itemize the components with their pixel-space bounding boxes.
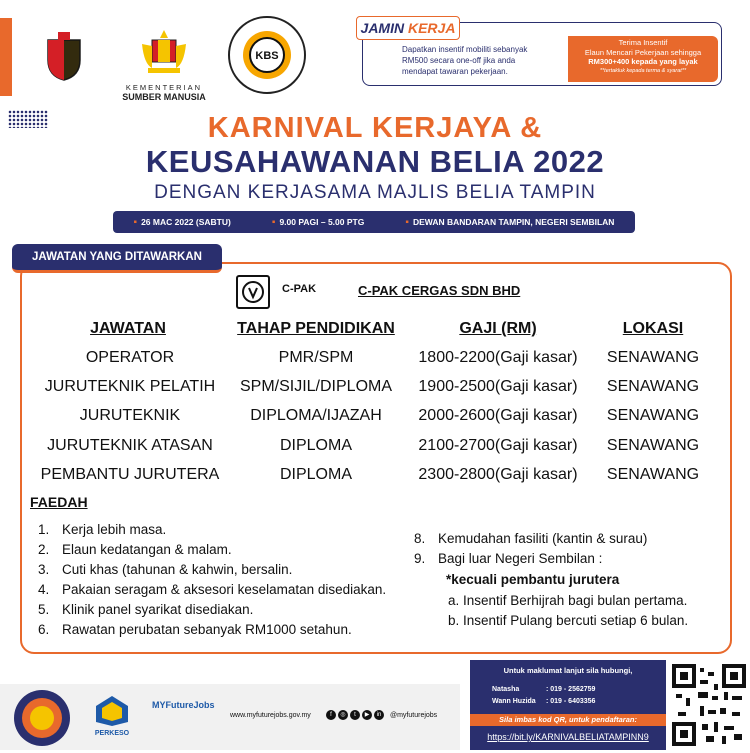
contact-row bbox=[492, 686, 595, 693]
benefit-number: 2. bbox=[38, 542, 50, 557]
social-handle: @myfuturejobs bbox=[390, 712, 438, 719]
bullet-icon: ▪ bbox=[405, 216, 409, 228]
benefit-item bbox=[38, 602, 253, 617]
benefit-item bbox=[38, 622, 352, 637]
job-title: JURUTEKNIK PELATIH bbox=[44, 378, 216, 395]
header-lokasi: LOKASI bbox=[622, 320, 684, 337]
twitter-icon[interactable]: t bbox=[350, 710, 360, 720]
benefit-text: Rawatan perubatan sebanyak RM1000 setahun. bbox=[62, 622, 352, 637]
contact-name: Wann Huzida bbox=[492, 698, 536, 705]
job-salary: 1800-2200(Gaji kasar) bbox=[418, 349, 578, 366]
cpak-label: C-PAK bbox=[282, 283, 317, 295]
job-title: JURUTEKNIK bbox=[79, 407, 181, 424]
job-education: DIPLOMA bbox=[279, 466, 352, 483]
job-education: DIPLOMA/IJAZAH bbox=[250, 407, 382, 424]
left-accent-bar bbox=[0, 18, 12, 96]
job-title: OPERATOR bbox=[85, 349, 175, 366]
benefit-text: Kerja lebih masa. bbox=[62, 522, 167, 537]
title-line-3: DENGAN KERJASAMA MAJLIS BELIA TAMPIN bbox=[154, 182, 596, 203]
benefit-number: 4. bbox=[38, 582, 50, 597]
ministry-logo bbox=[114, 28, 214, 102]
job-education: DIPLOMA bbox=[279, 437, 352, 454]
benefit-item bbox=[414, 551, 602, 566]
benefit-text: Pakaian seragam & aksesori keselamatan disediakan. bbox=[62, 582, 387, 597]
info-venue bbox=[405, 217, 614, 228]
benefit-number: 1. bbox=[38, 522, 50, 537]
benefit-number: 3. bbox=[38, 562, 50, 577]
job-location: SENAWANG bbox=[606, 466, 700, 483]
jamin-kerja-tag-a: JAMIN bbox=[360, 20, 405, 36]
cpak-logo-icon bbox=[236, 275, 270, 309]
header-jawatan: JAWATAN bbox=[90, 320, 166, 337]
benefit-item bbox=[414, 531, 647, 546]
event-info-bar bbox=[113, 211, 635, 233]
jk-left-line: Dapatkan insentif mobiliti sebanyak bbox=[402, 45, 528, 54]
malaysia-crest-icon bbox=[136, 28, 192, 76]
benefit-number: 8. bbox=[414, 531, 426, 546]
job-location: SENAWANG bbox=[606, 349, 700, 366]
header-gaji: GAJI (RM) bbox=[459, 320, 537, 337]
jk-right-note: **tertakluk kepada terma & syarat** bbox=[599, 67, 687, 74]
job-education: SPM/SIJIL/DIPLOMA bbox=[239, 378, 393, 395]
kbs-text: KBS bbox=[255, 50, 279, 62]
instagram-icon[interactable]: ◎ bbox=[338, 710, 348, 720]
jk-left-line: RM500 secara one-off jika anda bbox=[402, 56, 516, 65]
info-date bbox=[134, 217, 231, 228]
jk-right-line: Terima Insentif bbox=[618, 38, 668, 47]
company-name: C-PAK CERGAS SDN BHD bbox=[358, 283, 521, 298]
job-salary: 1900-2500(Gaji kasar) bbox=[418, 378, 578, 395]
contact-phone: : 019 - 2562759 bbox=[546, 686, 596, 693]
jamin-kerja-tag-b: KERJA bbox=[407, 20, 456, 36]
faedah-heading: FAEDAH bbox=[30, 494, 88, 510]
perkeso-text: PERKESO bbox=[94, 730, 130, 737]
social-icons bbox=[326, 710, 384, 720]
jamin-kerja-left-text bbox=[402, 44, 572, 77]
benefit-number: 9. bbox=[414, 551, 426, 566]
majlis-belia-logo bbox=[12, 688, 72, 748]
info-time bbox=[272, 217, 364, 228]
kbs-logo bbox=[226, 14, 308, 96]
ministry-name-1: KEMENTERIAN bbox=[125, 83, 203, 92]
job-education: PMR/SPM bbox=[278, 349, 354, 366]
job-location: SENAWANG bbox=[606, 378, 700, 395]
ministry-name-2: SUMBER MANUSIA bbox=[122, 92, 206, 102]
contact-heading: Untuk maklumat lanjut sila hubungi, bbox=[503, 666, 633, 675]
benefit-number: 6. bbox=[38, 622, 50, 637]
benefit-item bbox=[38, 542, 232, 557]
contact-row bbox=[492, 698, 595, 705]
bullet-icon: ▪ bbox=[271, 216, 276, 228]
contact-box bbox=[470, 660, 666, 750]
contact-phone: : 019 - 6403356 bbox=[546, 698, 596, 705]
qr-code[interactable] bbox=[670, 662, 748, 748]
benefit-text: Bagi luar Negeri Sembilan : bbox=[438, 551, 603, 566]
linkedin-icon[interactable]: in bbox=[374, 710, 384, 720]
title-line-2: KEUSAHAWANAN BELIA 2022 bbox=[145, 144, 605, 179]
info-venue-text: DEWAN BANDARAN TAMPIN, NEGERI SEMBILAN bbox=[412, 217, 615, 227]
job-salary: 2100-2700(Gaji kasar) bbox=[418, 437, 578, 454]
bullet-icon: ▪ bbox=[133, 216, 138, 228]
benefit-number: 5. bbox=[38, 602, 50, 617]
perkeso-icon bbox=[94, 694, 130, 728]
jk-right-line: Elaun Mencari Pekerjaan sehingga bbox=[584, 47, 702, 57]
contact-name: Natasha bbox=[492, 686, 520, 693]
job-title: PEMBANTU JURUTERA bbox=[40, 466, 220, 483]
exception-note: *kecuali pembantu jurutera bbox=[446, 572, 620, 587]
header-pendidikan: TAHAP PENDIDIKAN bbox=[237, 320, 395, 337]
title-line-1: KARNIVAL KERJAYA & bbox=[207, 112, 543, 144]
job-salary: 2000-2600(Gaji kasar) bbox=[418, 407, 578, 424]
scan-instruction: Sila imbas kod QR, untuk pendaftaran: bbox=[470, 714, 666, 726]
jamin-kerja-tag bbox=[356, 16, 460, 40]
benefit-text: Kemudahan fasiliti (kantin & surau) bbox=[438, 531, 648, 546]
myfuturejobs-website[interactable]: www.myfuturejobs.gov.my bbox=[230, 712, 311, 719]
incentive-a: a. Insentif Berhijrah bagi bulan pertama. bbox=[448, 593, 688, 608]
info-date-text: 26 MAC 2022 (SABTU) bbox=[141, 217, 231, 227]
panel-tab: JAWATAN YANG DITAWARKAN bbox=[12, 244, 222, 273]
incentive-b: b. Insentif Pulang bercuti setiap 6 bulan. bbox=[448, 613, 689, 628]
facebook-icon[interactable]: f bbox=[326, 710, 336, 720]
info-time-text: 9.00 PAGI – 5.00 PTG bbox=[279, 217, 365, 227]
job-location: SENAWANG bbox=[606, 407, 700, 424]
benefit-item bbox=[38, 562, 292, 577]
jamin-kerja-right-panel bbox=[568, 36, 718, 82]
jk-left-line: mendapat tawaran pekerjaan. bbox=[402, 67, 508, 76]
registration-link[interactable]: https://bit.ly/KARNIVALBELIATAMPINN9 bbox=[487, 732, 649, 742]
job-salary: 2300-2800(Gaji kasar) bbox=[418, 466, 578, 483]
job-title: JURUTEKNIK ATASAN bbox=[47, 437, 213, 454]
job-location: SENAWANG bbox=[606, 437, 700, 454]
perkeso-logo bbox=[88, 694, 136, 744]
benefit-text: Klinik panel syarikat disediakan. bbox=[62, 602, 254, 617]
benefit-text: Elaun kedatangan & malam. bbox=[62, 542, 232, 557]
benefit-text: Cuti khas (tahunan & kahwin, bersalin. bbox=[62, 562, 293, 577]
benefit-item bbox=[38, 522, 166, 537]
youtube-icon[interactable]: ▶ bbox=[362, 710, 372, 720]
benefit-item bbox=[38, 582, 386, 597]
state-crest-logo bbox=[44, 30, 84, 82]
myfuturejobs-logo: MYFutureJobs bbox=[152, 700, 215, 710]
jk-right-line: RM300+400 kepada yang layak bbox=[588, 57, 698, 66]
